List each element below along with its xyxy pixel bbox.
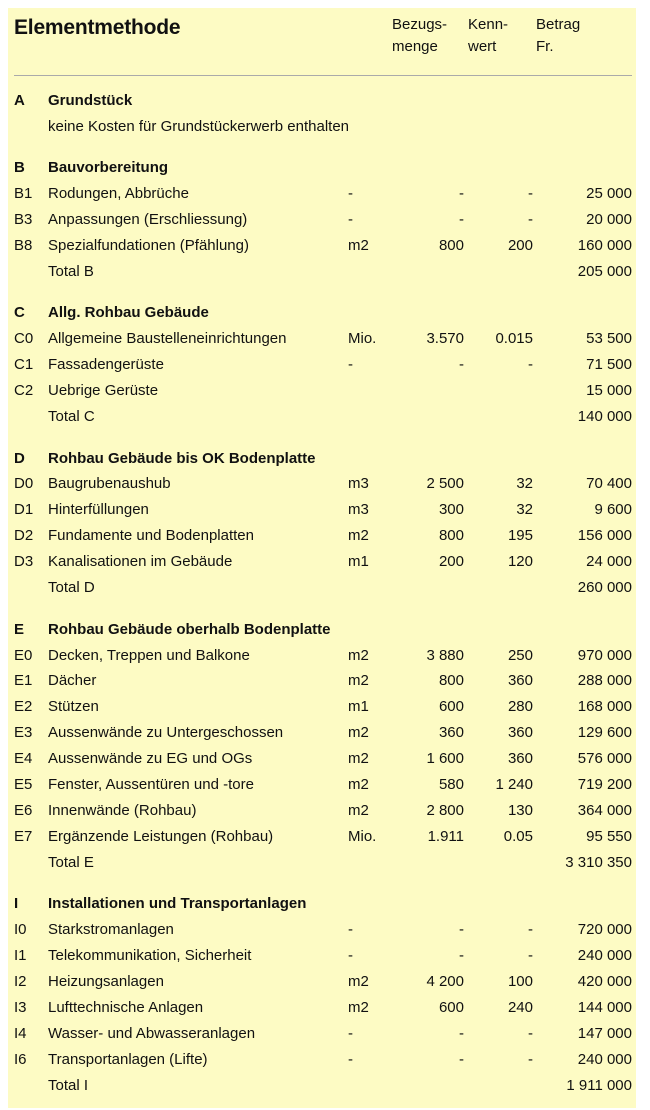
item-code: D0 xyxy=(14,475,34,493)
item-name: Anpassungen (Erschliessung) xyxy=(48,211,248,229)
section-header-row xyxy=(8,891,636,917)
table-row xyxy=(8,326,636,352)
table-row xyxy=(8,207,636,233)
section-spacer xyxy=(8,430,636,446)
item-unit: Mio. xyxy=(348,330,377,348)
item-indicator: 130 xyxy=(507,802,533,820)
column-header-indicator: Kenn- wert xyxy=(468,16,509,55)
item-code: I2 xyxy=(14,973,27,991)
item-unit: m2 xyxy=(348,802,369,820)
item-code: I1 xyxy=(14,947,27,965)
section-header-row xyxy=(8,300,636,326)
item-quantity: 800 xyxy=(438,527,464,545)
item-code: B3 xyxy=(14,211,33,229)
item-amount: 53 500 xyxy=(586,330,632,348)
item-unit: m2 xyxy=(348,724,369,742)
item-unit: m2 xyxy=(348,672,369,690)
table-row xyxy=(8,352,636,378)
item-code: E7 xyxy=(14,827,33,845)
item-quantity: 360 xyxy=(438,724,464,742)
item-indicator: - xyxy=(528,211,533,229)
item-name: Fenster, Aussentüren und -tore xyxy=(48,776,254,794)
item-indicator: - xyxy=(528,1024,533,1042)
item-amount: 719 200 xyxy=(577,776,632,794)
item-unit: m2 xyxy=(348,776,369,794)
section-title: Allg. Rohbau Gebäude xyxy=(48,304,209,322)
section-note: keine Kosten für Grundstückerwerb enthalten xyxy=(48,117,350,135)
section-code: A xyxy=(14,92,25,109)
item-name: Heizungsanlagen xyxy=(48,973,164,991)
table-row xyxy=(8,523,636,549)
table-row xyxy=(8,1047,636,1073)
table-row xyxy=(8,772,636,798)
item-code: E2 xyxy=(14,698,33,716)
total-amount: 3 310 350 xyxy=(565,853,632,871)
cost-table-panel xyxy=(8,8,636,1108)
item-indicator: 250 xyxy=(507,646,533,664)
item-unit: m2 xyxy=(348,973,369,991)
table-row xyxy=(8,917,636,943)
table-body xyxy=(8,88,636,1099)
item-quantity: 600 xyxy=(438,999,464,1016)
item-unit: - xyxy=(348,947,353,965)
item-amount: 70 400 xyxy=(586,475,632,493)
section-title: Installationen und Transportanlagen xyxy=(48,895,307,913)
item-unit: - xyxy=(348,921,353,939)
item-code: I4 xyxy=(14,1024,27,1042)
total-label: Total D xyxy=(48,579,95,597)
table-row xyxy=(8,720,636,746)
item-name: Transportanlagen (Lifte) xyxy=(48,1050,208,1068)
item-amount: 15 000 xyxy=(586,382,632,400)
item-indicator: 32 xyxy=(516,501,533,519)
item-quantity: - xyxy=(459,211,464,229)
item-name: Fundamente und Bodenplatten xyxy=(48,527,254,545)
table-row xyxy=(8,798,636,824)
section-code: C xyxy=(14,304,25,322)
section-title: Grundstück xyxy=(48,92,133,109)
total-row xyxy=(8,575,636,601)
section-spacer xyxy=(8,601,636,617)
item-name: Stützen xyxy=(48,698,99,716)
item-indicator: - xyxy=(528,947,533,965)
item-unit: m2 xyxy=(348,237,369,255)
table-row xyxy=(8,1021,636,1047)
item-unit: - xyxy=(348,211,353,229)
item-amount: 364 000 xyxy=(577,802,632,820)
item-quantity: - xyxy=(459,185,464,203)
item-quantity: - xyxy=(459,947,464,965)
item-code: E5 xyxy=(14,776,33,794)
item-quantity: 800 xyxy=(438,672,464,690)
section-title: Bauvorbereitung xyxy=(48,159,169,177)
item-amount: 24 000 xyxy=(586,553,632,571)
item-amount: 25 000 xyxy=(586,185,632,203)
item-unit: Mio. xyxy=(348,827,377,845)
item-amount: 129 600 xyxy=(577,724,632,742)
item-name: Innenwände (Rohbau) xyxy=(48,802,197,820)
item-amount: 240 000 xyxy=(577,947,632,965)
total-label: Total C xyxy=(48,408,95,426)
item-name: Baugrubenaushub xyxy=(48,475,171,493)
item-name: Uebrige Gerüste xyxy=(48,382,159,400)
item-name: Aussenwände zu Untergeschossen xyxy=(48,724,284,742)
item-amount: 147 000 xyxy=(577,1024,632,1042)
section-header-row xyxy=(8,617,636,643)
item-quantity: 1.911 xyxy=(427,827,464,845)
item-indicator: 360 xyxy=(507,724,533,742)
item-quantity: 4 200 xyxy=(426,973,464,991)
item-quantity: - xyxy=(459,1050,464,1068)
item-indicator: 100 xyxy=(507,973,533,991)
item-code: I3 xyxy=(14,999,27,1016)
item-unit: m1 xyxy=(348,698,369,716)
table-header xyxy=(8,8,636,78)
item-code: I6 xyxy=(14,1050,27,1068)
item-code: B1 xyxy=(14,185,33,203)
item-quantity: 2 500 xyxy=(426,475,464,493)
item-unit: m1 xyxy=(348,553,369,571)
item-indicator: 1 240 xyxy=(495,776,533,794)
section-code: I xyxy=(14,895,19,913)
table-row xyxy=(8,746,636,772)
item-unit: m2 xyxy=(348,750,369,768)
item-code: C0 xyxy=(14,330,34,348)
table-row xyxy=(8,497,636,523)
header-divider xyxy=(14,75,632,76)
table-row xyxy=(8,643,636,669)
item-unit: - xyxy=(348,1050,353,1068)
item-code: D2 xyxy=(14,527,34,545)
item-code: C2 xyxy=(14,382,34,400)
table-row xyxy=(8,995,636,1021)
item-amount: 288 000 xyxy=(577,672,632,690)
item-amount: 144 000 xyxy=(577,999,632,1016)
item-indicator: 120 xyxy=(507,553,533,571)
item-name: Spezialfundationen (Pfählung) xyxy=(48,237,249,255)
item-unit: m3 xyxy=(348,475,369,493)
item-indicator: - xyxy=(528,185,533,203)
section-note-row xyxy=(8,114,636,140)
item-indicator: 0.015 xyxy=(495,330,533,348)
item-unit: - xyxy=(348,185,353,203)
section-header-row xyxy=(8,446,636,472)
table-row xyxy=(8,181,636,207)
section-header-row xyxy=(8,88,636,114)
item-code: D3 xyxy=(14,553,34,571)
item-name: Telekommunikation, Sicherheit xyxy=(48,947,252,965)
item-indicator: - xyxy=(528,356,533,374)
item-indicator: 195 xyxy=(507,527,533,545)
item-indicator: 360 xyxy=(507,750,533,768)
item-amount: 576 000 xyxy=(577,750,632,768)
item-code: E1 xyxy=(14,672,33,690)
section-title: Rohbau Gebäude oberhalb Bodenplatte xyxy=(48,620,331,638)
item-indicator: 360 xyxy=(507,672,533,690)
section-code: E xyxy=(14,620,25,638)
item-code: E6 xyxy=(14,802,33,820)
table-row xyxy=(8,824,636,850)
total-label: Total B xyxy=(48,263,94,281)
item-quantity: 200 xyxy=(438,553,464,571)
item-quantity: - xyxy=(459,1024,464,1042)
table-row xyxy=(8,549,636,575)
item-quantity: 1 600 xyxy=(426,750,464,768)
total-row xyxy=(8,850,636,876)
table-row xyxy=(8,943,636,969)
item-indicator: 240 xyxy=(507,999,533,1016)
item-quantity: 3.570 xyxy=(426,330,464,348)
item-name: Fassadengerüste xyxy=(48,356,164,374)
column-header-quantity: Bezugs- menge xyxy=(392,16,448,55)
section-code: D xyxy=(14,449,25,467)
section-spacer xyxy=(8,285,636,301)
item-code: E4 xyxy=(14,750,33,768)
item-indicator: 200 xyxy=(507,237,533,255)
total-row xyxy=(8,1073,636,1099)
item-quantity: - xyxy=(459,921,464,939)
table-row xyxy=(8,471,636,497)
item-code: I0 xyxy=(14,921,27,939)
column-header-amount: Betrag Fr. xyxy=(536,16,581,55)
total-row xyxy=(8,404,636,430)
item-amount: 420 000 xyxy=(577,973,632,991)
total-amount: 140 000 xyxy=(577,408,632,426)
item-amount: 9 600 xyxy=(594,501,632,519)
item-unit: m2 xyxy=(348,527,369,545)
item-quantity: 800 xyxy=(438,237,464,255)
item-amount: 95 550 xyxy=(586,827,632,845)
item-unit: - xyxy=(348,1024,353,1042)
table-row xyxy=(8,233,636,259)
item-quantity: 600 xyxy=(438,698,464,716)
page-title: Elementmethode xyxy=(14,16,181,39)
item-quantity: - xyxy=(459,356,464,374)
table-row xyxy=(8,969,636,995)
item-unit: m2 xyxy=(348,646,369,664)
item-indicator: 32 xyxy=(516,475,533,493)
item-amount: 71 500 xyxy=(586,356,632,374)
table-row xyxy=(8,378,636,404)
item-code: E0 xyxy=(14,646,33,664)
item-amount: 970 000 xyxy=(577,646,632,664)
item-unit: m3 xyxy=(348,501,369,519)
item-name: Decken, Treppen und Balkone xyxy=(48,646,250,664)
total-amount: 1 911 000 xyxy=(566,1076,632,1094)
item-code: B8 xyxy=(14,237,33,255)
item-name: Aussenwände zu EG und OGs xyxy=(48,750,253,768)
item-name: Allgemeine Baustelleneinrichtungen xyxy=(48,330,287,348)
item-code: D1 xyxy=(14,501,34,519)
item-quantity: 580 xyxy=(438,776,464,794)
item-name: Dächer xyxy=(48,672,97,690)
item-indicator: - xyxy=(528,1050,533,1068)
item-amount: 720 000 xyxy=(577,921,632,939)
section-title: Rohbau Gebäude bis OK Bodenplatte xyxy=(48,449,316,467)
item-indicator: 0.05 xyxy=(503,827,533,845)
section-spacer xyxy=(8,140,636,156)
item-amount: 168 000 xyxy=(577,698,632,716)
total-label: Total I xyxy=(48,1076,89,1094)
item-name: Kanalisationen im Gebäude xyxy=(48,553,233,571)
total-row xyxy=(8,259,636,285)
item-name: Hinterfüllungen xyxy=(48,501,149,519)
section-spacer xyxy=(8,876,636,892)
item-unit: - xyxy=(348,356,353,374)
section-code: B xyxy=(14,159,25,177)
item-amount: 20 000 xyxy=(586,211,632,229)
item-quantity: 3 880 xyxy=(426,646,464,664)
item-indicator: 280 xyxy=(507,698,533,716)
item-amount: 156 000 xyxy=(577,527,632,545)
total-amount: 260 000 xyxy=(577,579,632,597)
table-row xyxy=(8,668,636,694)
total-label: Total E xyxy=(48,853,94,871)
item-indicator: - xyxy=(528,921,533,939)
item-code: E3 xyxy=(14,724,33,742)
table-row xyxy=(8,694,636,720)
item-name: Lufttechnische Anlagen xyxy=(48,999,204,1016)
item-name: Ergänzende Leistungen (Rohbau) xyxy=(48,827,274,845)
total-amount: 205 000 xyxy=(577,263,632,281)
item-name: Rodungen, Abbrüche xyxy=(48,185,189,203)
item-quantity: 300 xyxy=(438,501,464,519)
item-quantity: 2 800 xyxy=(426,802,464,820)
item-name: Starkstromanlagen xyxy=(48,921,174,939)
item-unit: m2 xyxy=(348,999,369,1016)
section-header-row xyxy=(8,155,636,181)
item-amount: 240 000 xyxy=(577,1050,632,1068)
item-name: Wasser- und Abwasseranlagen xyxy=(48,1024,256,1042)
item-code: C1 xyxy=(14,356,34,374)
item-amount: 160 000 xyxy=(577,237,632,255)
